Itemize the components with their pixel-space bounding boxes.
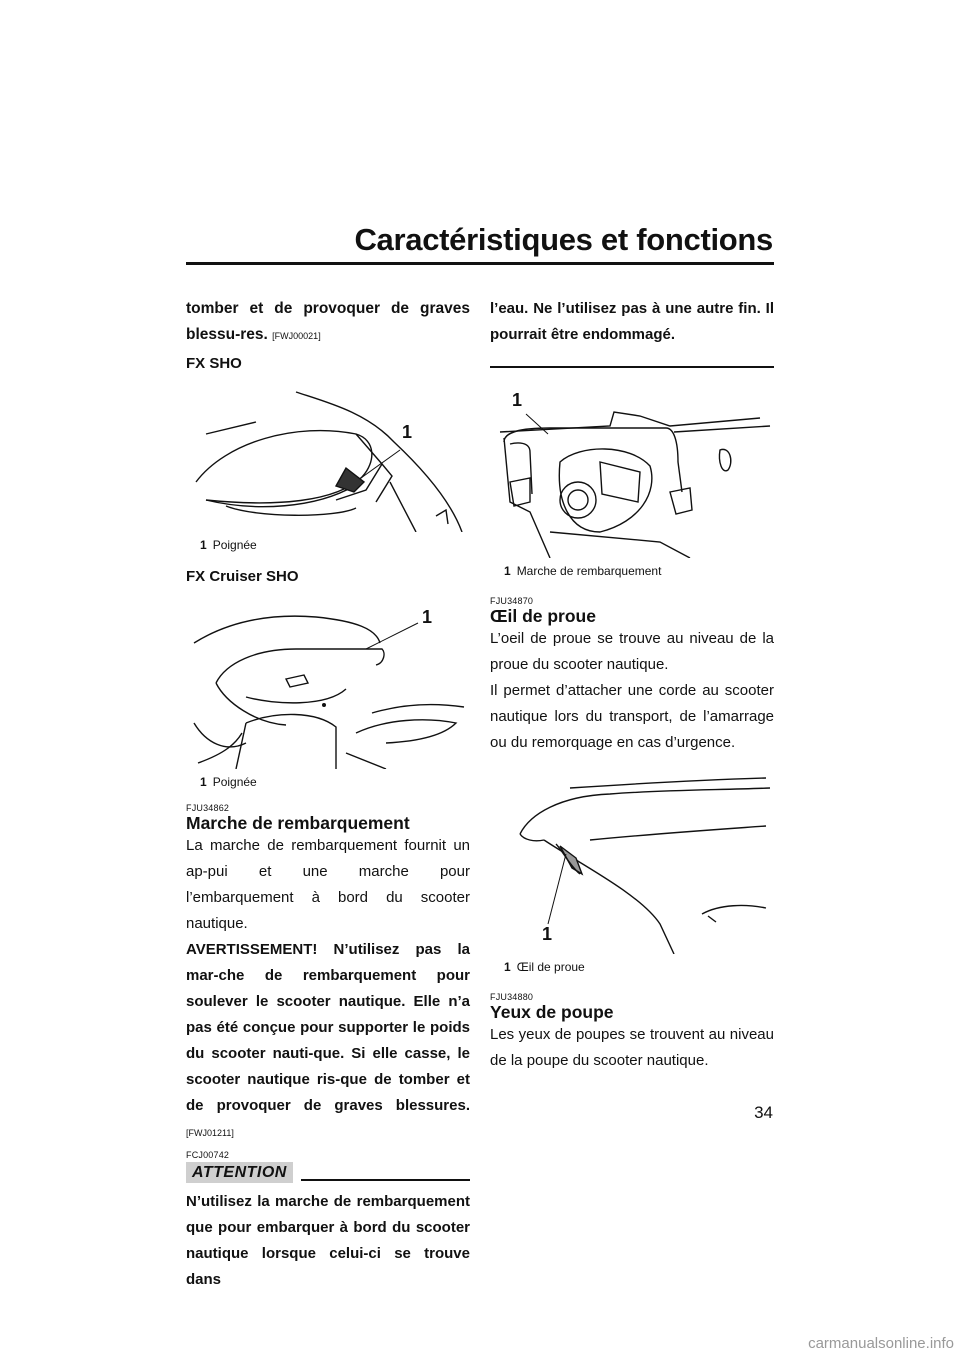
bow-eye-illustration [490,774,774,954]
model-label-fx-sho: FX SHO [186,355,242,372]
fig2-callout: 1 [422,607,433,627]
section-code-yeux: FJU34880 [490,992,534,1002]
fig1-callout: 1 [402,422,413,442]
section-code-oeil: FJU34870 [490,596,534,606]
attention-header [186,1162,470,1183]
figure-bow-eye [490,774,774,954]
fig3-caption-text: Marche de rembarquement [516,564,662,578]
intro-text-body: tomber et de provoquer de graves blessu-res. [186,300,470,343]
attention-end-rule [490,366,774,368]
figure-handle-fx-sho [186,382,470,532]
left-column [186,296,470,1293]
fig4-caption [504,960,774,974]
fig3-caption-num: 1 [504,564,511,578]
fig1-caption [200,538,470,552]
fig4-caption-num: 1 [504,960,511,974]
section-code-marche: FJU34862 [186,803,230,813]
page-number: 34 [754,1103,773,1122]
fig1-caption-text: Poignée [212,538,257,552]
figure-reboarding-step [490,382,774,558]
right-column [490,296,774,1074]
warning-ref: [FWJ01211] [186,1128,234,1138]
fig1-caption-num: 1 [200,538,207,552]
model-label-fx-cruiser-sho: FX Cruiser SHO [186,568,299,585]
attention-text-continued: l’eau. Ne l’utilisez pas à une autre fin. Il pourrait être endommagé. [490,300,774,343]
fig4-caption-text: Œil de proue [516,960,585,974]
attention-code: FCJ00742 [186,1150,230,1160]
attention-rule [301,1179,470,1181]
intro-text [186,296,470,349]
fig2-caption-text: Poignée [212,775,257,789]
section-body-yeux: Les yeux de poupes se trouvent au niveau de la poupe du scooter nautique. [490,1026,774,1069]
fig2-caption-num: 1 [200,775,207,789]
seat-handle-illustration [186,382,466,532]
page-header-title: Caractéristiques et fonctions [354,222,773,257]
warning-text [186,937,470,1146]
fig2-caption [200,775,470,789]
section-title-oeil: Œil de proue [490,606,596,626]
fig4-callout: 1 [542,924,553,944]
attention-badge: ATTENTION [186,1162,293,1183]
intro-ref: [FWJ00021] [272,331,321,341]
warning-text-body: AVERTISSEMENT! N’utilisez pas la mar-che de rembarquement pour soulever le scooter nautique. Elle n’a pas été conçue pour supporter le poids du scooter nauti-que. Si elle casse, le scooter nautique ris-que de tomber et de provoquer de graves blessures. [186,941,470,1114]
figure-handle-fx-cruiser [186,593,470,769]
reboarding-step-illustration [490,382,774,558]
section-body-oeil-p2: Il permet d’attacher une corde au scooter nautique lors du transport, de l’amarrage ou du remorquage en cas d’urgence. [490,682,774,751]
section-title-yeux: Yeux de poupe [490,1002,614,1022]
header-rule [186,262,774,265]
fig3-caption [504,564,774,578]
attention-text: N’utilisez la marche de rembarquement que pour embarquer à bord du scooter nautique lorsque celui-ci se trouve dans [186,1193,470,1288]
watermark: carmanualsonline.info [808,1335,954,1352]
section-title-marche: Marche de rembarquement [186,813,410,833]
section-body-marche: La marche de rembarquement fournit un ap-pui et une marche pour l’embarquement à bord du scooter nautique. [186,837,470,932]
fig3-callout: 1 [512,390,523,410]
section-body-oeil-p1: L’oeil de proue se trouve au niveau de la proue du scooter nautique. [490,630,774,673]
